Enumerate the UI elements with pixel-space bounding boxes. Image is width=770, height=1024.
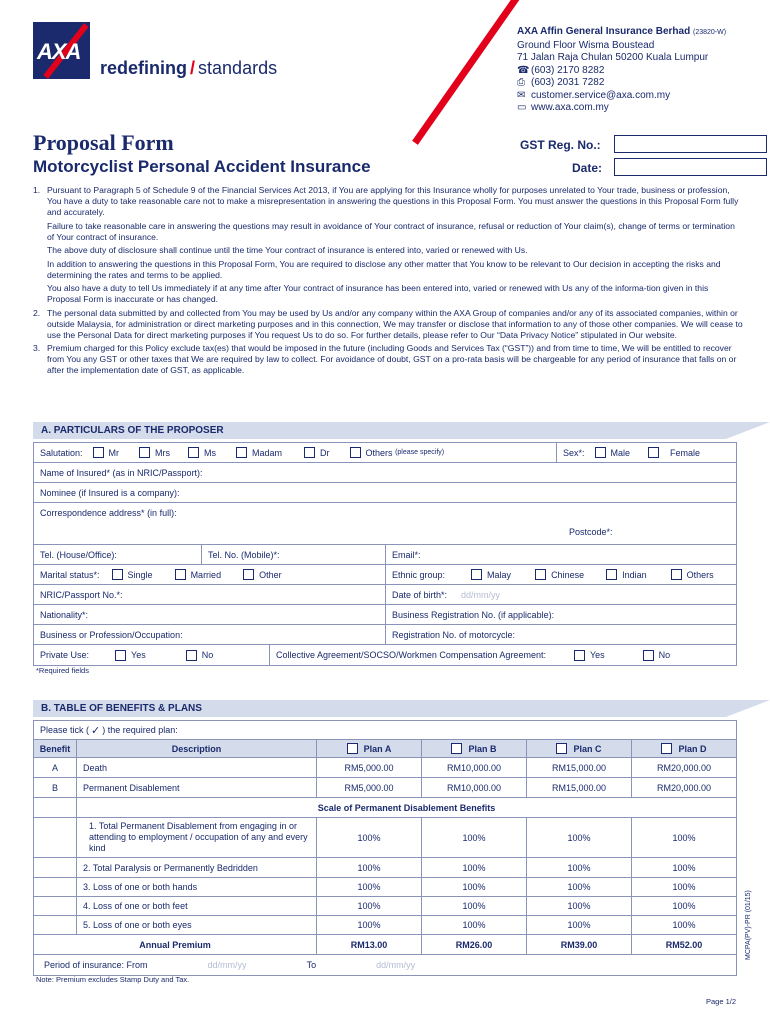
- collective-no-checkbox[interactable]: [643, 650, 654, 661]
- section-b-title: B. TABLE OF BENEFITS & PLANS: [41, 703, 202, 714]
- address-line-2: 71 Jalan Raja Chulan 50200 Kuala Lumpur: [517, 52, 709, 63]
- collective-yes-checkbox[interactable]: [574, 650, 585, 661]
- table-row: [34, 897, 736, 916]
- checkmark-icon: ✓: [91, 724, 101, 737]
- collective-no-label: No: [658, 650, 671, 660]
- note-1a: Failure to take reasonable care in answering the questions may result in avoidance of Your contract of insurance, refusal or reduction of Your claim(s), change of terms or termination of Your contract of insurance.: [47, 220, 735, 242]
- period-label: Period of insurance: From: [44, 960, 148, 970]
- benefit-description: Death: [77, 758, 317, 777]
- dob-placeholder: dd/mm/yy: [461, 589, 501, 600]
- proposer-form: [33, 442, 737, 666]
- single-label: Single: [127, 569, 153, 580]
- marital-label: Marital status*:: [40, 569, 100, 580]
- address-row[interactable]: [34, 503, 736, 545]
- fax-number: (603) 2031 7282: [531, 77, 605, 88]
- plan-b-value: RM10,000.00: [422, 778, 527, 797]
- occupation-row: [34, 625, 736, 645]
- tagline-slash: /: [190, 58, 196, 78]
- scale-description: 3. Loss of one or both hands: [77, 878, 317, 896]
- plan-a-value: RM5,000.00: [317, 778, 422, 797]
- private-yes-checkbox[interactable]: [115, 650, 126, 661]
- scale-title: Scale of Permanent Disablement Benefits: [317, 802, 496, 813]
- table-row: [34, 878, 736, 897]
- scale-description: 2. Total Paralysis or Permanently Bedridden: [77, 858, 317, 877]
- table-row: [34, 758, 736, 778]
- mrs-checkbox[interactable]: [139, 447, 150, 458]
- plan-a-premium: RM13.00: [317, 935, 422, 954]
- nominee-row[interactable]: [34, 483, 736, 503]
- chinese-checkbox[interactable]: [535, 569, 546, 580]
- madam-checkbox[interactable]: [236, 447, 247, 458]
- name-row[interactable]: [34, 463, 736, 483]
- plan-a-header[interactable]: [317, 740, 422, 757]
- email-icon: ✉: [517, 89, 526, 101]
- address-line-1: Ground Floor Wisma Boustead: [517, 39, 655, 51]
- occupation-field[interactable]: Business or Profession/Occupation:: [34, 625, 386, 644]
- plan-c-header[interactable]: [527, 740, 632, 757]
- gst-label: GST Reg. No.:: [520, 138, 601, 152]
- tick-text-post: ) the required plan:: [102, 725, 178, 735]
- others-checkbox[interactable]: [350, 447, 361, 458]
- nominee-label: Nominee (if Insured is a company):: [40, 487, 180, 498]
- plan-c-premium: RM39.00: [527, 935, 632, 954]
- salutation-label: Salutation:: [40, 447, 83, 458]
- nric-row: [34, 585, 736, 605]
- page-title: Proposal Form: [33, 130, 174, 155]
- note-number: 3.: [33, 343, 41, 353]
- header-benefit: Benefit: [34, 740, 77, 757]
- email-field[interactable]: Email*:: [392, 549, 421, 560]
- married-label: Married: [190, 569, 222, 580]
- private-no-label: No: [201, 650, 214, 660]
- empty-cell: [34, 858, 77, 877]
- period-row: [34, 955, 736, 975]
- period-to-label: To: [306, 960, 317, 970]
- male-label: Male: [610, 447, 631, 458]
- plan-a-label: Plan A: [363, 743, 392, 754]
- female-label: Female: [670, 447, 701, 458]
- plan-b-value: RM10,000.00: [422, 758, 527, 777]
- note-1c: In addition to answering the questions in this Proposal Form, You are required to disclose any other matter that You know to be relevant to Our decision in accepting the risks and determining the rates and terms to be applied.: [47, 258, 721, 280]
- benefit-code: A: [34, 758, 77, 777]
- dr-checkbox[interactable]: [304, 447, 315, 458]
- ms-label: Ms: [204, 447, 217, 458]
- private-use-cell: [34, 645, 270, 665]
- mrs-label: Mrs: [155, 447, 171, 458]
- plan-d-label: Plan D: [678, 743, 707, 754]
- plan-a-value: 100%: [317, 916, 422, 934]
- business-reg-field[interactable]: Business Registration No. (if applicable):: [392, 609, 555, 620]
- benefit-code: B: [34, 778, 77, 797]
- plan-d-value: RM20,000.00: [656, 762, 712, 773]
- tel-mobile-field[interactable]: Tel. No. (Mobile)*:: [202, 545, 386, 564]
- address-label: Correspondence address* (in full):: [40, 508, 177, 518]
- annual-premium-label: Annual Premium: [34, 935, 317, 954]
- empty-cell: [34, 818, 77, 857]
- malay-label: Malay: [487, 569, 512, 580]
- notes: [33, 185, 743, 379]
- chinese-label: Chinese: [551, 569, 585, 580]
- logo-text: AXA: [37, 39, 81, 64]
- mr-label: Mr: [108, 447, 120, 458]
- section-a-header: [33, 422, 770, 439]
- decorative-red-slash: [412, 0, 527, 145]
- table-header: [34, 740, 736, 758]
- plan-d-value: 100%: [672, 901, 696, 911]
- salutation-row: [34, 443, 736, 463]
- premium-row: [34, 935, 736, 955]
- date-label: Date:: [572, 161, 603, 175]
- page-number: Page 1/2: [706, 997, 737, 1006]
- marital-row: [34, 565, 736, 585]
- plan-c-value: 100%: [527, 897, 632, 915]
- malay-checkbox[interactable]: [471, 569, 482, 580]
- website: www.axa.com.my: [531, 102, 609, 113]
- please-specify: (please specify): [395, 449, 445, 456]
- note-number: 1.: [33, 185, 41, 195]
- phone-icon: ☎: [517, 64, 530, 76]
- plan-b-value: 100%: [422, 878, 527, 896]
- note-number: 2.: [33, 307, 41, 318]
- scale-description: 1. Total Permanent Disablement from engaging in or attending to employment / occupation of any and every kind: [77, 818, 317, 857]
- tagline: [100, 58, 277, 79]
- plan-d-value: 100%: [672, 862, 696, 873]
- form-code: MCPA(PV)-PR (01/15): [745, 890, 752, 960]
- plan-b-value: 100%: [422, 897, 527, 915]
- private-no-checkbox[interactable]: [186, 650, 197, 661]
- note-2: The personal data submitted by and collected from You may be used by Us and/or any company within the AXA Group of companies and/or any of its associated companies, within or outside Malaysia, for administration or direct marketing purposes and in this connection, We may transfer or disclose that information to any of those other companies. We will cease to use the Personal Data for direct marketing purposes if You request Us to do so. For further details, please refer to Our “Data Privacy Notice” stipulated in Our website.: [47, 307, 743, 340]
- sex-cell: [557, 443, 736, 462]
- plan-b-value: 100%: [422, 818, 527, 857]
- private-yes-label: Yes: [131, 650, 146, 660]
- table-row: [34, 818, 736, 858]
- benefits-table: [33, 720, 737, 976]
- date-field[interactable]: [614, 158, 767, 176]
- plan-c-value: 100%: [527, 878, 632, 896]
- plan-b-premium: RM26.00: [422, 935, 527, 954]
- plan-a-value: 100%: [317, 878, 422, 896]
- ethnic-label: Ethnic group:: [392, 569, 446, 580]
- note-3: Premium charged for this Policy exclude tax(es) that would be imposed in the future (including Goods and Services Tax (“GST”)) and from time to time, We will be entitled to recover from You any GST or other taxes that We are required by law to collect. For avoidance of doubt, GST on a pro-rata basis will be chargeable for any period of insurance that falls on or after the implementation date of GST, as applicable.: [47, 343, 737, 375]
- male-checkbox[interactable]: [595, 447, 606, 458]
- ms-checkbox[interactable]: [188, 447, 199, 458]
- footnote: Note: Premium excludes Stamp Duty and Tax.: [36, 975, 190, 984]
- nric-field[interactable]: NRIC/Passport No.*:: [34, 585, 386, 604]
- email-address: customer.service@axa.com.my: [531, 89, 671, 101]
- eothers-checkbox[interactable]: [671, 569, 682, 580]
- empty-cell: [34, 878, 77, 896]
- plan-d-value: RM20,000.00: [656, 782, 712, 793]
- dr-label: Dr: [320, 447, 330, 458]
- table-row: [34, 858, 736, 878]
- tick-text-pre: Please tick (: [40, 725, 90, 735]
- benefit-description: Permanent Disablement: [77, 778, 317, 797]
- plan-d-value: 100%: [672, 832, 696, 843]
- others-label: Others: [365, 447, 393, 458]
- plan-c-checkbox[interactable]: [556, 743, 567, 754]
- indian-checkbox[interactable]: [606, 569, 617, 580]
- tick-row: [34, 721, 736, 740]
- collective-cell: [270, 645, 736, 665]
- postcode-label: Postcode*:: [569, 527, 613, 537]
- table-row: [34, 778, 736, 798]
- plan-a-value: 100%: [317, 858, 422, 877]
- plan-c-value: RM15,000.00: [527, 758, 632, 777]
- indian-label: Indian: [622, 569, 647, 580]
- nationality-field[interactable]: Nationality*:: [34, 605, 386, 624]
- marital-cell: [34, 565, 386, 584]
- ethnic-cell: [386, 565, 736, 584]
- salutation-cell: [34, 443, 557, 462]
- company-name: AXA Affin General Insurance Berhad: [517, 26, 691, 37]
- header-description: Description: [77, 740, 317, 757]
- plan-d-value: 100%: [672, 920, 696, 930]
- nationality-row: [34, 605, 736, 625]
- scale-description: 5. Loss of one or both eyes: [77, 916, 317, 934]
- empty-cell: [34, 897, 77, 915]
- married-checkbox[interactable]: [175, 569, 186, 580]
- plan-a-value: 100%: [317, 897, 422, 915]
- scale-description: 4. Loss of one or both feet: [77, 897, 317, 915]
- tagline-bold: redefining: [100, 58, 188, 78]
- tagline-rest: standards: [198, 58, 278, 78]
- plan-a-value: 100%: [317, 818, 422, 857]
- note-1b: The above duty of disclosure shall continue until the time Your contract of insurance is entered into, varied or renewed with Us.: [47, 245, 528, 255]
- plan-a-checkbox[interactable]: [347, 743, 358, 754]
- table-row: [34, 916, 736, 935]
- plan-d-header[interactable]: [632, 740, 736, 757]
- plan-c-value: RM15,000.00: [527, 778, 632, 797]
- empty-cell: [34, 798, 77, 817]
- plan-c-value: 100%: [527, 858, 632, 877]
- other-checkbox[interactable]: [243, 569, 254, 580]
- private-use-row: [34, 645, 736, 665]
- scale-title-row: [34, 798, 736, 818]
- company-info: [517, 26, 726, 115]
- gst-field[interactable]: [614, 135, 767, 153]
- plan-b-value: 100%: [422, 858, 527, 877]
- tick-instruction: [34, 721, 736, 739]
- computer-icon: ▭: [517, 102, 527, 113]
- plan-b-label: Plan B: [468, 743, 497, 754]
- period-from-field[interactable]: dd/mm/yy: [207, 960, 247, 970]
- tel-row: [34, 545, 736, 565]
- section-b-header: [33, 700, 770, 717]
- page-subtitle: Motorcyclist Personal Accident Insurance: [33, 157, 371, 176]
- fax-icon: ⎙: [517, 77, 525, 88]
- other-label: Other: [259, 569, 282, 580]
- axa-logo: [33, 22, 90, 79]
- plan-d-premium: RM52.00: [665, 939, 703, 950]
- plan-d-checkbox[interactable]: [661, 743, 672, 754]
- required-fields-note: *Required fields: [36, 666, 89, 675]
- private-use-label: Private Use:: [40, 650, 90, 660]
- plan-c-value: 100%: [527, 916, 632, 934]
- name-label: Name of Insured* (as in NRIC/Passport):: [40, 467, 203, 478]
- note-1: Pursuant to Paragraph 5 of Schedule 9 of the Financial Services Act 2013, if You are applying for this Insurance wholly for purposes unrelated to Your trade, business or profession, You have a duty to take reasonable care not to make a misrepresentation in answering the questions in this Proposal Form. You must answer the questions in this Proposal Form fully and accurately.: [47, 185, 739, 217]
- period-cell: [34, 955, 736, 975]
- plan-b-header[interactable]: [422, 740, 527, 757]
- motorcycle-reg-field[interactable]: Registration No. of motorcycle:: [392, 629, 516, 640]
- plan-d-value: 100%: [672, 882, 696, 892]
- ethnic-others-label: Others: [686, 569, 714, 580]
- madam-label: Madam: [252, 447, 283, 458]
- company-reg: (23820-W): [692, 29, 727, 36]
- tel-house-field[interactable]: Tel. (House/Office):: [34, 545, 202, 564]
- collective-yes-label: Yes: [589, 650, 605, 660]
- phone-number: (603) 2170 8282: [531, 64, 605, 76]
- empty-cell: [34, 916, 77, 934]
- collective-label: Collective Agreement/SOCSO/Workmen Compensation Agreement:: [276, 650, 546, 660]
- dob-label: Date of birth*:: [392, 589, 448, 600]
- period-to-field[interactable]: dd/mm/yy: [376, 960, 416, 970]
- female-checkbox[interactable]: [648, 447, 659, 458]
- mr-checkbox[interactable]: [93, 447, 104, 458]
- note-1d: You also have a duty to tell Us immediately if at any time after Your contract of insurance has been entered into, varied or renewed with Us any of the informa-tion given in this Proposal Form is inaccurate or has changed.: [47, 283, 709, 304]
- plan-b-value: 100%: [422, 916, 527, 934]
- single-checkbox[interactable]: [112, 569, 123, 580]
- section-a-title: A. PARTICULARS OF THE PROPOSER: [41, 425, 224, 436]
- plan-a-value: RM5,000.00: [317, 758, 422, 777]
- plan-b-checkbox[interactable]: [451, 743, 462, 754]
- dob-field[interactable]: [386, 585, 736, 604]
- plan-c-label: Plan C: [573, 743, 602, 754]
- sex-label: Sex*:: [563, 447, 585, 458]
- plan-c-value: 100%: [527, 818, 632, 857]
